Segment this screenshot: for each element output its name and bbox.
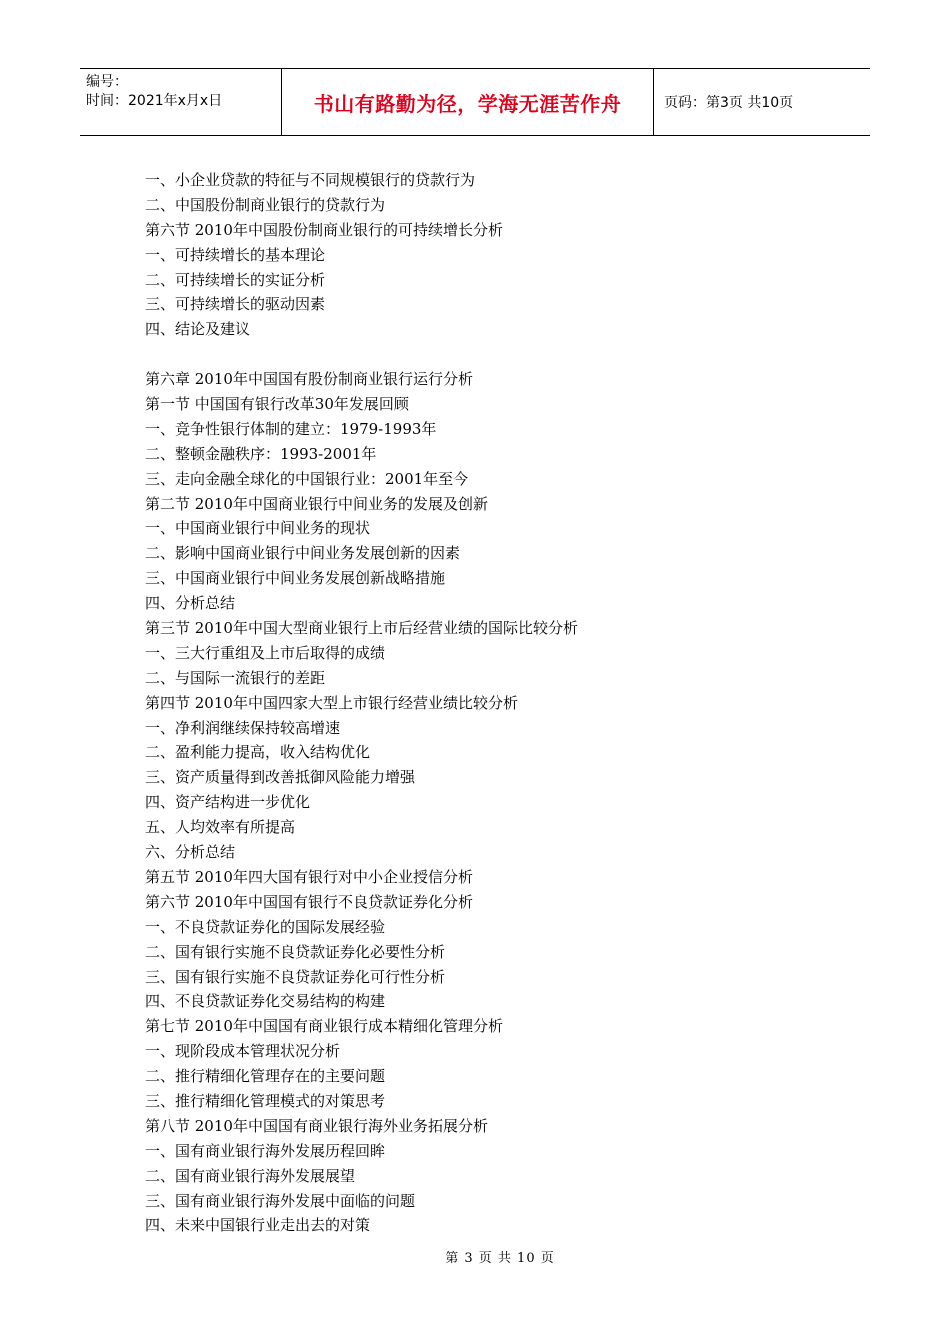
toc-line: 四、未来中国银行业走出去的对策	[145, 1216, 371, 1235]
toc-line: 二、中国股份制商业银行的贷款行为	[145, 195, 386, 214]
header-motto: 书山有路勤为径，学海无涯苦作舟	[282, 69, 654, 135]
toc-line: 一、三大行重组及上市后取得的成绩	[145, 643, 386, 662]
toc-line: 三、国有银行实施不良贷款证券化可行性分析	[145, 967, 446, 986]
toc-line: 第八节 2010年中国国有商业银行海外业务拓展分析	[145, 1116, 488, 1135]
page-header	[80, 68, 870, 136]
toc-line: 第四节 2010年中国四家大型上市银行经营业绩比较分析	[145, 693, 518, 712]
toc-line: 三、可持续增长的驱动因素	[145, 295, 326, 314]
toc-line: 第六章 2010年中国国有股份制商业银行运行分析	[145, 370, 473, 389]
toc-line: 五、人均效率有所提高	[145, 818, 296, 837]
toc-line: 二、推行精细化管理存在的主要问题	[145, 1067, 386, 1086]
document-body	[145, 168, 845, 1238]
toc-line: 二、盈利能力提高，收入结构优化	[145, 743, 371, 762]
toc-line: 一、净利润继续保持较高增速	[145, 718, 341, 737]
toc-line: 二、可持续增长的实证分析	[145, 270, 326, 289]
page-footer: 第 3 页 共 10 页	[445, 1251, 555, 1266]
toc-line: 一、国有商业银行海外发展历程回眸	[145, 1141, 386, 1160]
toc-line: 四、不良贷款证券化交易结构的构建	[145, 992, 386, 1011]
toc-line: 第七节 2010年中国国有商业银行成本精细化管理分析	[145, 1017, 503, 1036]
toc-line: 一、竞争性银行体制的建立：1979-1993年	[145, 419, 437, 438]
blank-line	[145, 342, 845, 367]
document-number-label: 编号：	[86, 74, 128, 90]
toc-line: 一、可持续增长的基本理论	[145, 245, 326, 264]
toc-line: 第五节 2010年四大国有银行对中小企业授信分析	[145, 867, 473, 886]
header-page-label: 页码：第3页 共10页	[664, 95, 794, 111]
toc-line: 二、国有银行实施不良贷款证券化必要性分析	[145, 942, 446, 961]
toc-line: 三、走向金融全球化的中国银行业：2001年至今	[145, 469, 469, 488]
toc-line: 第三节 2010年中国大型商业银行上市后经营业绩的国际比较分析	[145, 619, 578, 638]
toc-line: 一、不良贷款证券化的国际发展经验	[145, 917, 386, 936]
toc-line: 一、中国商业银行中间业务的现状	[145, 519, 371, 538]
toc-line: 四、资产结构进一步优化	[145, 793, 311, 812]
toc-line: 一、现阶段成本管理状况分析	[145, 1042, 341, 1061]
toc-line: 四、结论及建议	[145, 320, 251, 339]
toc-line: 二、影响中国商业银行中间业务发展创新的因素	[145, 544, 461, 563]
toc-line: 第六节 2010年中国股份制商业银行的可持续增长分析	[145, 220, 503, 239]
toc-line: 六、分析总结	[145, 843, 236, 862]
toc-line: 一、小企业贷款的特征与不同规模银行的贷款行为	[145, 171, 476, 189]
toc-line: 四、分析总结	[145, 594, 236, 613]
toc-line: 第六节 2010年中国国有银行不良贷款证券化分析	[145, 892, 473, 911]
toc-line: 三、资产质量得到改善抵御风险能力增强	[145, 768, 416, 787]
toc-line: 第二节 2010年中国商业银行中间业务的发展及创新	[145, 494, 488, 513]
toc-line: 二、与国际一流银行的差距	[145, 668, 326, 687]
toc-line: 二、整顿金融秩序：1993-2001年	[145, 444, 377, 463]
header-info	[80, 69, 282, 135]
document-time-label: 时间：2021年x月x日	[86, 93, 223, 109]
toc-line: 三、中国商业银行中间业务发展创新战略措施	[145, 569, 446, 588]
toc-line: 第一节 中国国有银行改革30年发展回顾	[145, 395, 409, 414]
toc-line: 三、国有商业银行海外发展中面临的问题	[145, 1191, 416, 1210]
toc-line: 三、推行精细化管理模式的对策思考	[145, 1091, 386, 1110]
toc-line: 二、国有商业银行海外发展展望	[145, 1166, 356, 1185]
